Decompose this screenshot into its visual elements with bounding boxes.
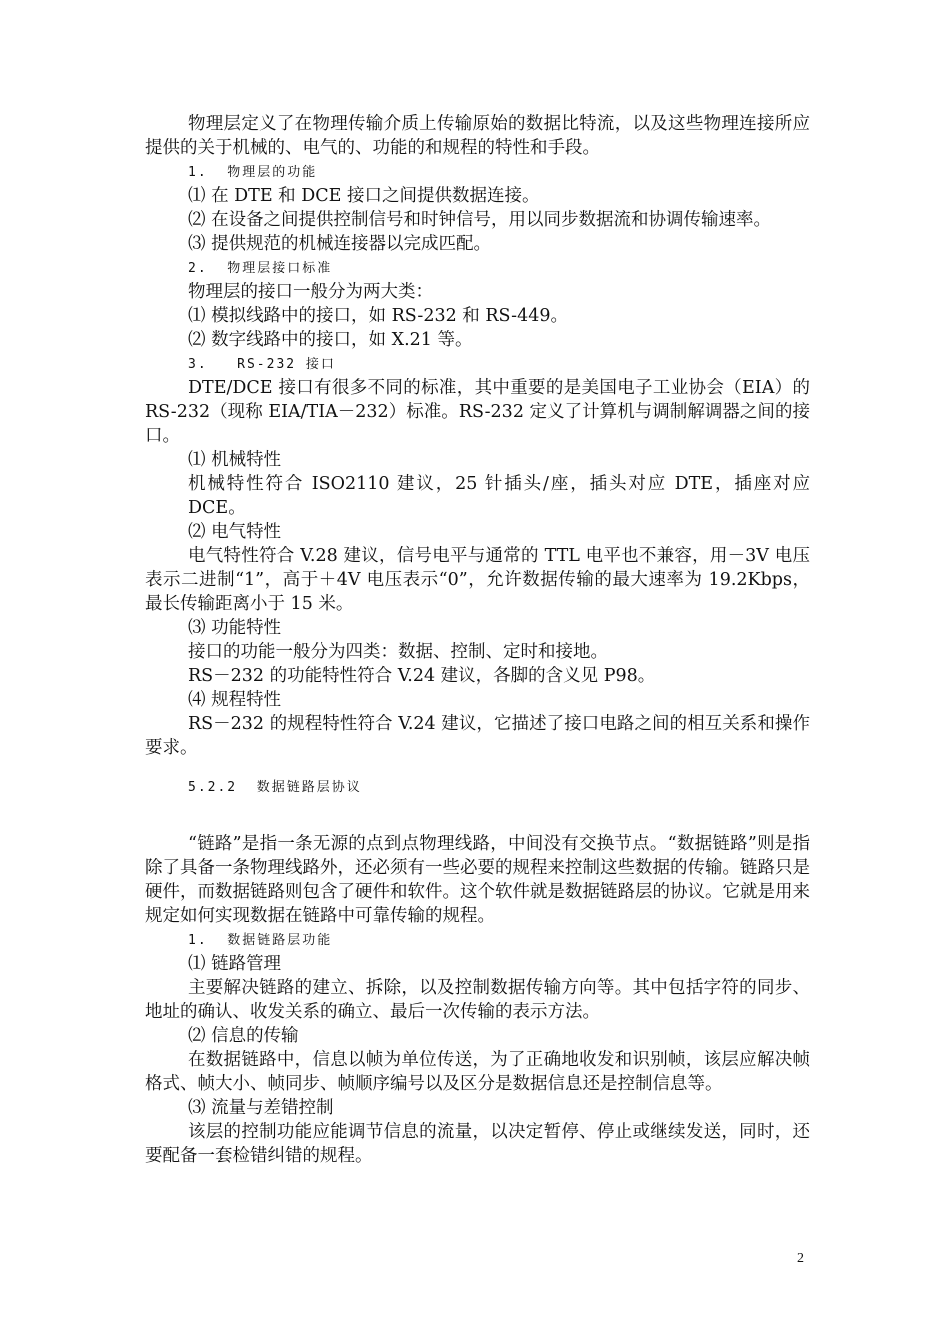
paragraph: 物理层的接口一般分为两大类：: [188, 282, 433, 302]
heading: 3. RS-232 接口: [188, 357, 336, 372]
subheading: ⑴ 链路管理: [188, 954, 282, 974]
paragraph: RS－232 的功能特性符合 V.24 建议，各脚的含义见 P98。: [188, 666, 656, 686]
list-item: ⑴ 模拟线路中的接口，如 RS-232 和 RS-449。: [188, 306, 568, 326]
subheading: ⑴ 机械特性: [188, 450, 282, 470]
heading: 1. 物理层的功能: [188, 165, 318, 180]
paragraph: DTE/DCE 接口有很多不同的标准，其中重要的是美国电子工业协会（EIA）的 RS-232（现称 EIA/TIA－232）标准。RS-232 定义了计算机与调制解调器之间的接口。: [145, 378, 810, 446]
paragraph: “链路”是指一条无源的点到点物理线路，中间没有交换节点。“数据链路”则是指除了具备一条物理线路外，还必须有一些必要的规程来控制这些数据的传输。链路只是硬件，而数据链路则包含了硬件和软件。这个软件就是数据链路层的协议。它就是用来规定如何实现数据在链路中可靠传输的规程。: [145, 834, 810, 926]
paragraph: 接口的功能一般分为四类：数据、控制、定时和接地。: [188, 642, 608, 662]
paragraph: 机械特性符合 ISO2110 建议，25 针插头/座，插头对应 DTE，插座对应 DCE。: [188, 474, 810, 518]
heading: 2. 物理层接口标准: [188, 261, 333, 276]
subheading: ⑷ 规程特性: [188, 690, 282, 710]
paragraph: 电气特性符合 V.28 建议，信号电平与通常的 TTL 电平也不兼容，用－3V 电压表示二进制“1”，高于＋4V 电压表示“0”，允许数据传输的最大速率为 19.2Kbps，最长传输距离小于 15 米。: [145, 546, 810, 614]
document-body: [145, 112, 810, 1168]
paragraph: 主要解决链路的建立、拆除，以及控制数据传输方向等。其中包括字符的同步、地址的确认、收发关系的确立、最后一次传输的表示方法。: [145, 978, 810, 1022]
subheading: ⑶ 流量与差错控制: [188, 1098, 334, 1118]
section-heading: 5.2.2 数据链路层协议: [188, 780, 362, 795]
list-item: ⑴ 在 DTE 和 DCE 接口之间提供数据连接。: [188, 186, 540, 206]
heading: 1. 数据链路层功能: [188, 933, 333, 948]
paragraph: RS－232 的规程特性符合 V.24 建议，它描述了接口电路之间的相互关系和操作要求。: [145, 714, 810, 758]
list-item: ⑵ 在设备之间提供控制信号和时钟信号，用以同步数据流和协调传输速率。: [188, 210, 772, 230]
paragraph: 物理层定义了在物理传输介质上传输原始的数据比特流，以及这些物理连接所应提供的关于机械的、电气的、功能的和规程的特性和手段。: [145, 114, 810, 158]
subheading: ⑵ 信息的传输: [188, 1026, 299, 1046]
subheading: ⑵ 电气特性: [188, 522, 282, 542]
paragraph: 该层的控制功能应能调节信息的流量，以决定暂停、停止或继续发送，同时，还要配备一套检错纠错的规程。: [145, 1122, 810, 1166]
subheading: ⑶ 功能特性: [188, 618, 282, 638]
page-number: 2: [797, 1251, 804, 1266]
list-item: ⑶ 提供规范的机械连接器以完成匹配。: [188, 234, 492, 254]
paragraph: 在数据链路中，信息以帧为单位传送，为了正确地收发和识别帧，该层应解决帧格式、帧大小、帧同步、帧顺序编号以及区分是数据信息还是控制信息等。: [145, 1050, 810, 1094]
list-item: ⑵ 数字线路中的接口，如 X.21 等。: [188, 330, 473, 350]
